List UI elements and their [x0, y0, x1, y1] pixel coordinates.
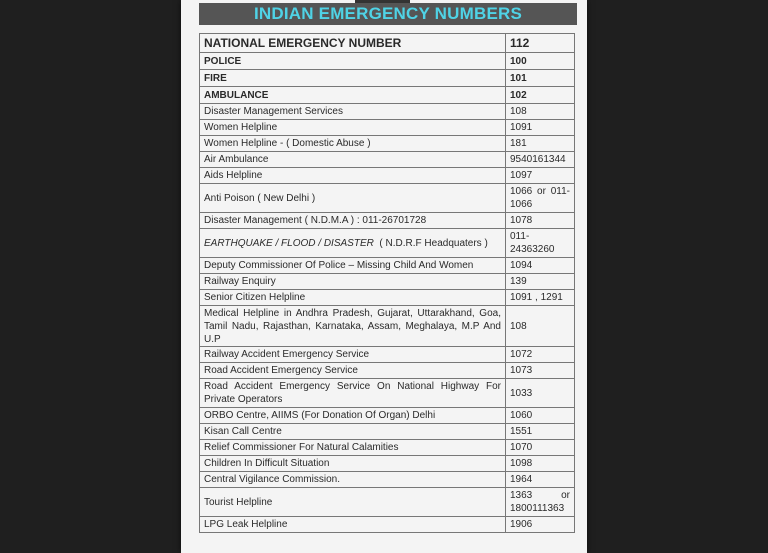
table-row	[200, 424, 575, 440]
table-row	[200, 70, 575, 87]
number-cell: 181	[506, 136, 575, 152]
number-cell: 1094	[506, 258, 575, 274]
table-row	[200, 472, 575, 488]
service-cell: Women Helpline	[200, 120, 506, 136]
service-italic-text: EARTHQUAKE / FLOOD / DISASTER	[204, 237, 374, 249]
number-cell: 100	[506, 53, 575, 70]
service-cell: Central Vigilance Commission.	[200, 472, 506, 488]
number-cell: 1906	[506, 517, 575, 533]
number-cell: 1363 or 1800111363	[506, 488, 575, 517]
table-row	[200, 517, 575, 533]
service-cell: ORBO Centre, AIIMS (For Donation Of Organ) Delhi	[200, 408, 506, 424]
number-cell: 1060	[506, 408, 575, 424]
table-row	[200, 184, 575, 213]
table-row	[200, 347, 575, 363]
table-row	[200, 274, 575, 290]
number-cell: 1073	[506, 363, 575, 379]
service-cell: Anti Poison ( New Delhi )	[200, 184, 506, 213]
table-row	[200, 363, 575, 379]
table-row	[200, 440, 575, 456]
number-cell: 139	[506, 274, 575, 290]
table-row	[200, 408, 575, 424]
service-cell: AMBULANCE	[200, 87, 506, 104]
service-cell: Road Accident Emergency Service On National Highway For Private Operators	[200, 379, 506, 408]
table-row	[200, 488, 575, 517]
service-cell: Kisan Call Centre	[200, 424, 506, 440]
page-title: INDIAN EMERGENCY NUMBERS	[199, 3, 577, 25]
table-row	[200, 104, 575, 120]
service-cell: Children In Difficult Situation	[200, 456, 506, 472]
number-cell: 1070	[506, 440, 575, 456]
number-cell: 1091	[506, 120, 575, 136]
table-row	[200, 53, 575, 70]
service-cell: Deputy Commissioner Of Police – Missing Child And Women	[200, 258, 506, 274]
service-cell: Railway Enquiry	[200, 274, 506, 290]
service-cell: Relief Commissioner For Natural Calamities	[200, 440, 506, 456]
number-cell: 011-24363260	[506, 229, 575, 258]
service-cell: LPG Leak Helpline	[200, 517, 506, 533]
number-cell: 1091 , 1291	[506, 290, 575, 306]
number-cell: 1078	[506, 213, 575, 229]
service-cell: Road Accident Emergency Service	[200, 363, 506, 379]
table-row	[200, 258, 575, 274]
number-cell: 1964	[506, 472, 575, 488]
number-cell: 1066 or 011-1066	[506, 184, 575, 213]
number-cell: 1072	[506, 347, 575, 363]
table-row	[200, 229, 575, 258]
table-row	[200, 379, 575, 408]
number-cell: 108	[506, 104, 575, 120]
emergency-numbers-table	[199, 33, 575, 533]
table-row	[200, 290, 575, 306]
table-row	[200, 168, 575, 184]
number-cell: 102	[506, 87, 575, 104]
table-row	[200, 306, 575, 347]
table-row	[200, 456, 575, 472]
table-row	[200, 152, 575, 168]
number-cell: 1551	[506, 424, 575, 440]
table-row	[200, 87, 575, 104]
number-cell: 1033	[506, 379, 575, 408]
number-cell: 101	[506, 70, 575, 87]
service-cell: Air Ambulance	[200, 152, 506, 168]
number-cell: 1097	[506, 168, 575, 184]
table-row	[200, 120, 575, 136]
service-cell: Railway Accident Emergency Service	[200, 347, 506, 363]
service-cell: Aids Helpline	[200, 168, 506, 184]
service-text: ( N.D.R.F Headquaters )	[379, 237, 488, 249]
table-row	[200, 136, 575, 152]
service-cell: Women Helpline - ( Domestic Abuse )	[200, 136, 506, 152]
service-cell: Senior Citizen Helpline	[200, 290, 506, 306]
service-cell	[200, 229, 506, 258]
number-cell: 112	[506, 34, 575, 53]
service-cell: NATIONAL EMERGENCY NUMBER	[200, 34, 506, 53]
service-cell: Disaster Management Services	[200, 104, 506, 120]
service-cell: FIRE	[200, 70, 506, 87]
number-cell: 108	[506, 306, 575, 347]
service-cell: POLICE	[200, 53, 506, 70]
number-cell: 9540161344	[506, 152, 575, 168]
service-cell: Disaster Management ( N.D.M.A ) : 011-26701728	[200, 213, 506, 229]
service-cell: Medical Helpline in Andhra Pradesh, Gujarat, Uttarakhand, Goa, Tamil Nadu, Rajasthan, Karnataka, Assam, Meghalaya, M.P And U.P	[200, 306, 506, 347]
table-row	[200, 213, 575, 229]
table-row	[200, 34, 575, 53]
service-cell: Tourist Helpline	[200, 488, 506, 517]
number-cell: 1098	[506, 456, 575, 472]
